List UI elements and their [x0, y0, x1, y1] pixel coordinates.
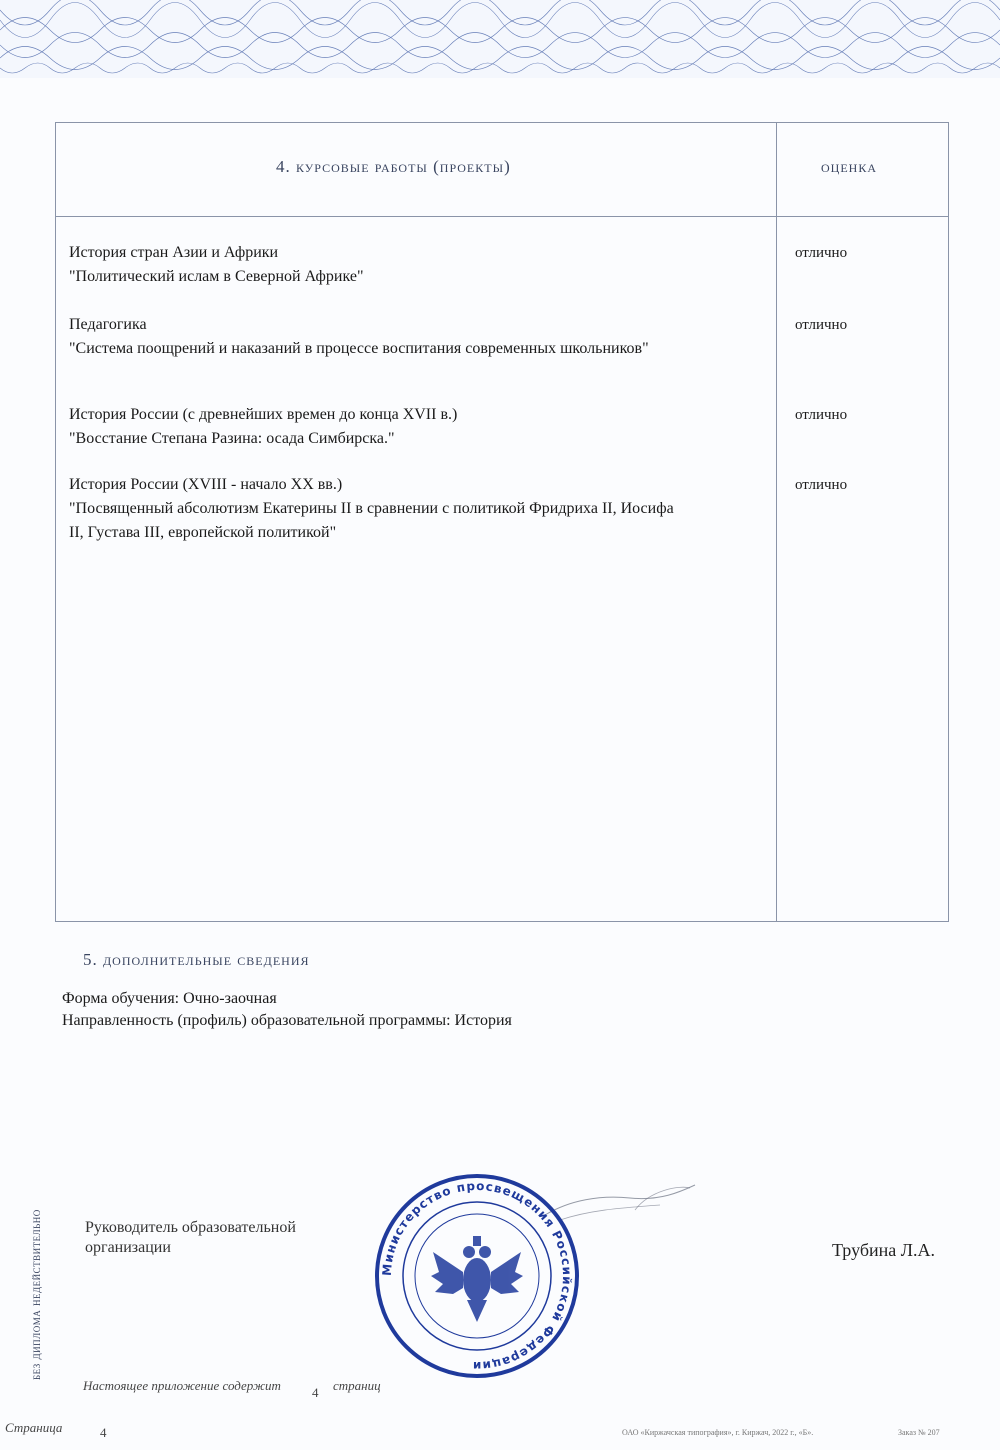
coursework-grade: отлично [795, 477, 848, 493]
page-label: Страница [5, 1420, 63, 1435]
coursework-row [69, 313, 939, 361]
coursework-title: 4. курсовые работы (проекты) [276, 157, 511, 176]
signer-name: Трубина Л.А. [832, 1240, 935, 1260]
pages-count: 4 [312, 1385, 319, 1400]
pages-note-suffix: страниц [333, 1378, 381, 1393]
coursework-topic: "Система поощрений и наказаний в процессе воспитания современных школьников" [69, 340, 649, 357]
coursework-subject: История стран Азии и Африки [69, 244, 279, 261]
additional-info-title: 5. дополнительные сведения [83, 950, 310, 969]
coursework-topic: "Восстание Степана Разина: осада Симбирска." [69, 430, 395, 447]
seal-text: Министерство просвещения Российской Федерации [379, 1178, 575, 1374]
coursework-subject: История России (XVIII - начало XX вв.) [69, 476, 343, 493]
order-number: Заказ № 207 [898, 1428, 940, 1437]
coursework-topic: "Посвященный абсолютизм Екатерины II в сравнении с политикой Фридриха II, Иосифа II, Густава III, европейской политикой" [69, 500, 674, 541]
coursework-header [56, 123, 948, 217]
coursework-topic: "Политический ислам в Северной Африке" [69, 268, 364, 285]
coursework-row [69, 241, 939, 289]
coursework-grade: отлично [795, 317, 848, 333]
coursework-table [55, 122, 949, 922]
page-number: 4 [100, 1425, 107, 1440]
grade-header: оценка [821, 157, 877, 176]
coursework-row [69, 403, 939, 451]
study-form: Форма обучения: Очно-заочная [62, 990, 277, 1007]
coursework-row [69, 473, 939, 545]
coursework-grade: отлично [795, 245, 848, 261]
coursework-grade: отлично [795, 407, 848, 423]
pages-note-prefix: Настоящее приложение содержит [83, 1378, 281, 1393]
signer-role-line: Руководитель образовательной [85, 1219, 296, 1236]
validity-note: без диплома недействительно [28, 1209, 43, 1380]
signer-role-line: организации [85, 1239, 171, 1256]
program-profile: Направленность (профиль) образовательной программы: История [62, 1012, 512, 1029]
official-seal [373, 1172, 581, 1380]
coursework-subject: Педагогика [69, 316, 147, 333]
coursework-subject: История России (с древнейших времен до конца XVII в.) [69, 406, 458, 423]
guilloche-border [0, 0, 1000, 78]
printer-imprint: ОАО «Киржачская типография», г. Киржач, 2022 г., «Б». [622, 1428, 814, 1437]
signer-role [85, 1218, 296, 1258]
eagle-emblem-icon [431, 1236, 523, 1322]
